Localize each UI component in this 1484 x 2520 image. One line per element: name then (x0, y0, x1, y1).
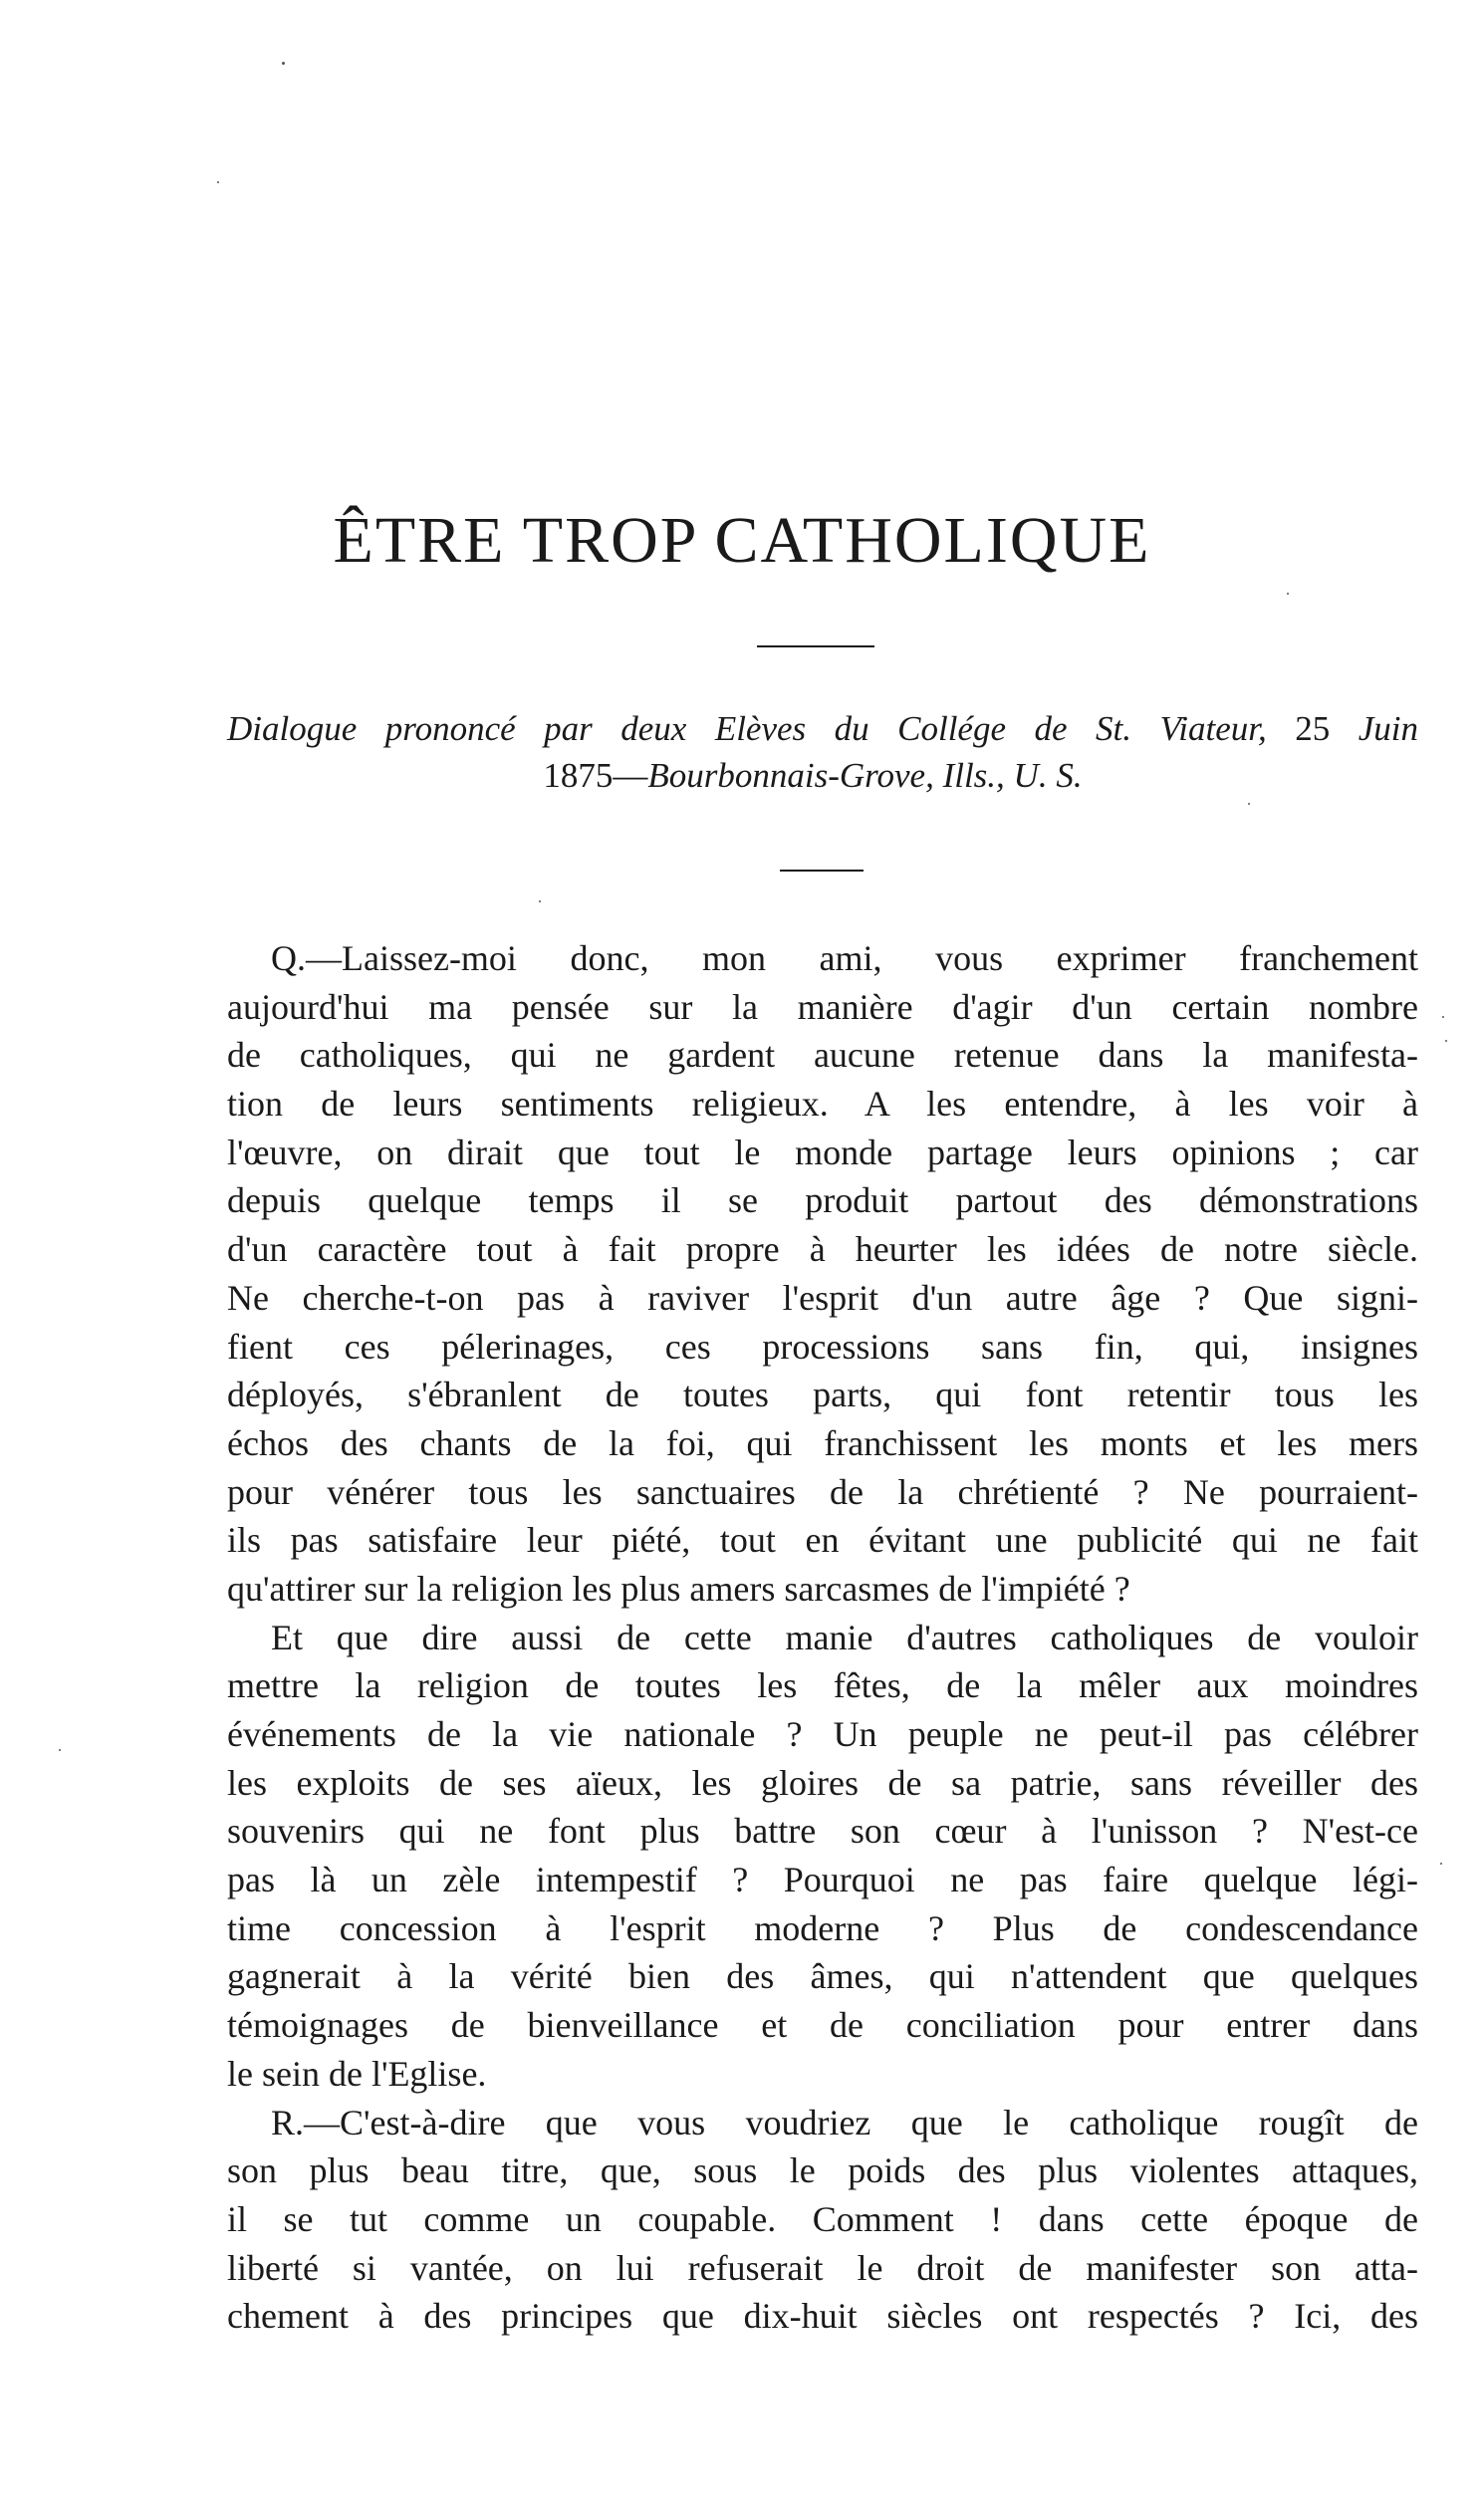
scan-speck (1445, 1040, 1447, 1042)
page-title: ÊTRE TROP CATHOLIQUE (333, 504, 1151, 577)
text-line: témoignages de bienveillance et de conciliation pour entrer dans (227, 2005, 1418, 2046)
text-line: pour vénérer tous les sanctuaires de la chrétienté ? Ne pourraient- (227, 1471, 1418, 1512)
text-line: R.—C'est-à-dire que vous voudriez que le catholique rougît de (271, 2102, 1418, 2142)
text-line: aujourd'hui ma pensée sur la manière d'agir d'un certain nombre (227, 986, 1418, 1027)
text-line: ils pas satisfaire leur piété, tout en évitant une publicité qui ne fait (227, 1520, 1418, 1561)
scan-speck (1248, 803, 1250, 805)
body-text (227, 934, 1418, 2341)
text-line: déployés, s'ébranlent de toutes parts, qui font retentir tous les (227, 1375, 1418, 1415)
text-line: gagnerait à la vérité bien des âmes, qui n'attendent que quelques (227, 1956, 1418, 1997)
scan-speck (539, 900, 541, 902)
text-line: liberté si vantée, on lui refuserait le droit de manifester son atta- (227, 2247, 1418, 2288)
subtitle (227, 705, 1418, 799)
text-line: son plus beau titre, que, sous le poids des plus violentes attaques, (227, 2150, 1418, 2191)
text-line: de catholiques, qui ne gardent aucune retenue dans la manifesta- (227, 1035, 1418, 1076)
subtitle-date-day: 25 (1266, 709, 1359, 748)
text-line: depuis quelque temps il se produit partout des démonstrations (227, 1180, 1418, 1221)
scan-speck (59, 1749, 61, 1751)
text-line: Q.—Laissez-moi donc, mon ami, vous exprimer franchement (271, 938, 1418, 978)
text-line: Et que dire aussi de cette manie d'autres catholiques de vouloir (271, 1617, 1418, 1657)
subtitle-italic-b: Juin (1358, 709, 1419, 748)
text-line: fient ces pélerinages, ces processions sans fin, qui, insignes (227, 1326, 1418, 1367)
text-line: événements de la vie nationale ? Un peuple ne peut-il pas célébrer (227, 1714, 1418, 1754)
text-line: tion de leurs sentiments religieux. A les entendre, à les voir à (227, 1084, 1418, 1125)
text-line: mettre la religion de toutes les fêtes, de la mêler aux moindres (227, 1665, 1418, 1706)
text-line: time concession à l'esprit moderne ? Plus de condescendance (227, 1907, 1418, 1948)
subtitle-italic-a: Dialogue prononcé par deux Elèves du Collége de St. Viateur, (227, 709, 1267, 748)
text-line: pas là un zèle intempestif ? Pourquoi ne pas faire quelque légi- (227, 1860, 1418, 1900)
text-line: le sein de l'Eglise. (227, 2053, 487, 2094)
paragraph (227, 2099, 1418, 2341)
text-line: d'un caractère tout à fait propre à heurter les idées de notre siècle. (227, 1229, 1418, 1270)
paragraph (227, 1614, 1418, 2099)
scan-speck (1440, 1863, 1442, 1865)
text-line: souvenirs qui ne font plus battre son cœur à l'unisson ? N'est-ce (227, 1811, 1418, 1852)
subtitle-place: Bourbonnais-Grove, Ills., U. S. (647, 756, 1083, 795)
text-line: il se tut comme un coupable. Comment ! dans cette époque de (227, 2198, 1418, 2239)
subtitle-divider (780, 870, 864, 872)
text-line: Ne cherche-t-on pas à raviver l'esprit d'un autre âge ? Que signi- (227, 1277, 1418, 1318)
paragraph (227, 934, 1418, 1614)
text-line: l'œuvre, on dirait que tout le monde partage leurs opinions ; car (227, 1132, 1418, 1172)
text-line: échos des chants de la foi, qui franchissent les monts et les mers (227, 1422, 1418, 1463)
text-line: qu'attirer sur la religion les plus amers sarcasmes de l'impiété ? (227, 1568, 1130, 1609)
scan-speck (1287, 593, 1289, 595)
scan-speck (1442, 1016, 1444, 1018)
subtitle-year: 1875— (543, 756, 648, 795)
subtitle-line-2 (227, 752, 1418, 799)
scan-speck (282, 62, 285, 65)
scan-speck (217, 181, 219, 183)
text-line: les exploits de ses aïeux, les gloires de sa patrie, sans réveiller des (227, 1762, 1418, 1803)
subtitle-line-1 (227, 705, 1418, 752)
text-line: chement à des principes que dix-huit siècles ont respectés ? Ici, des (227, 2296, 1418, 2337)
title-divider (757, 645, 874, 647)
